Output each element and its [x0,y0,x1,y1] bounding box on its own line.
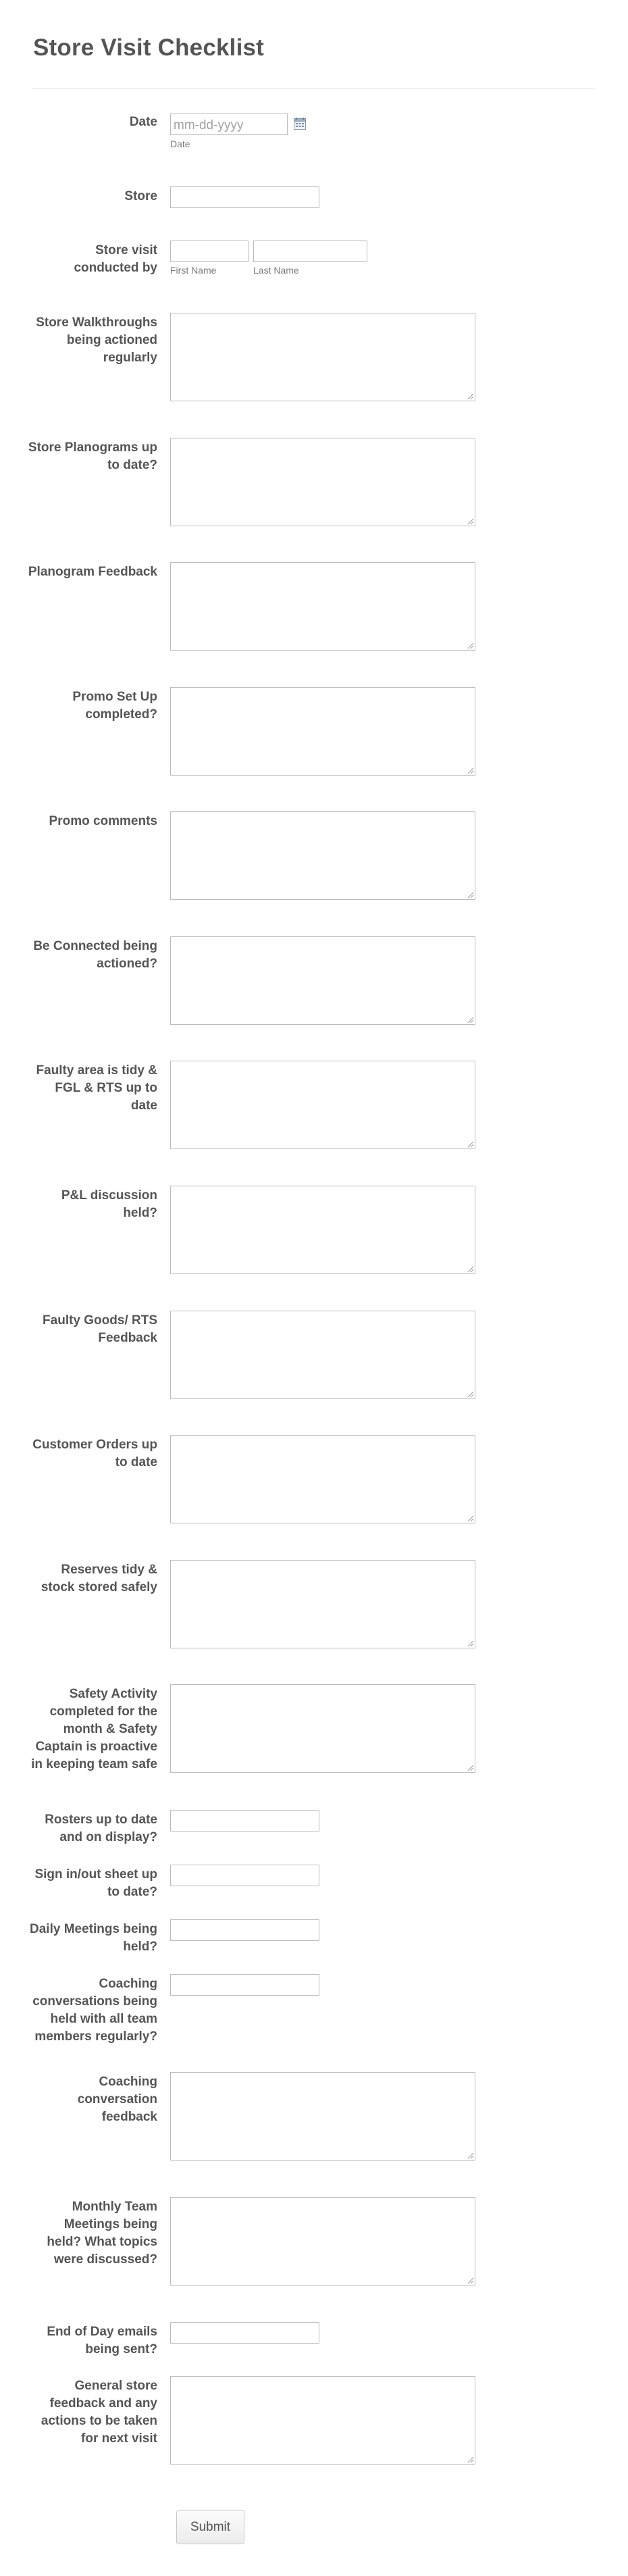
resize-handle-icon[interactable] [466,890,474,899]
end-of-day-emails-input[interactable] [170,2322,319,2344]
end-of-day-emails-label: End of Day emails being sent? [47,2325,157,2356]
date-input[interactable] [170,113,288,135]
resize-handle-icon[interactable] [466,1390,474,1398]
monthly-meetings-label: Monthly Team Meetings being held? What topics were discussed? [47,2200,157,2267]
planograms-textarea[interactable] [170,438,475,526]
header-divider [33,88,595,89]
promo-comments-label: Promo comments [49,814,157,828]
monthly-meetings-textarea[interactable] [170,2197,475,2285]
be-connected-textarea[interactable] [170,936,475,1025]
planogram-feedback-label: Planogram Feedback [28,565,157,579]
resize-handle-icon[interactable] [466,1763,474,1771]
resize-handle-icon[interactable] [466,1265,474,1273]
faulty-area-textarea[interactable] [170,1061,475,1149]
safety-activity-label: Safety Activity completed for the month & Safety Captain is proactive in keeping team safe [31,1687,157,1771]
sign-in-out-input[interactable] [170,1865,319,1886]
store-label: Store [124,189,157,203]
faulty-goods-textarea[interactable] [170,1311,475,1399]
resize-handle-icon[interactable] [466,1140,474,1148]
first-name-input[interactable] [170,241,248,262]
rosters-label: Rosters up to date and on display? [45,1813,157,1844]
resize-handle-icon[interactable] [466,1514,474,1522]
promo-comments-textarea[interactable] [170,811,475,900]
resize-handle-icon[interactable] [466,392,474,400]
reserves-label: Reserves tidy & stock stored safely [41,1563,157,1594]
resize-handle-icon[interactable] [466,2455,474,2463]
general-feedback-textarea[interactable] [170,2376,475,2465]
calendar-icon[interactable] [293,117,307,130]
be-connected-label: Be Connected being actioned? [33,939,157,971]
submit-button[interactable]: Submit [176,2510,244,2544]
resize-handle-icon[interactable] [466,641,474,649]
resize-handle-icon[interactable] [466,2151,474,2159]
pl-discussion-label: P&L discussion held? [61,1188,157,1220]
form-title: Store Visit Checklist [33,34,265,61]
store-walkthroughs-textarea[interactable] [170,313,475,401]
faulty-area-label: Faulty area is tidy & FGL & RTS up to date [36,1063,157,1113]
resize-handle-icon[interactable] [466,517,474,525]
store-input[interactable] [170,186,319,208]
resize-handle-icon[interactable] [466,1015,474,1024]
pl-discussion-textarea[interactable] [170,1186,475,1274]
last-name-input[interactable] [253,241,367,262]
last-name-sublabel: Last Name [253,265,299,276]
coaching-feedback-label: Coaching conversation feedback [77,2075,157,2124]
daily-meetings-input[interactable] [170,1919,319,1941]
resize-handle-icon[interactable] [466,1639,474,1647]
coaching-feedback-textarea[interactable] [170,2072,475,2161]
customer-orders-label: Customer Orders up to date [32,1438,157,1469]
general-feedback-label: General store feedback and any actions to be taken for next visit [41,2379,157,2446]
faulty-goods-label: Faulty Goods/ RTS Feedback [43,1313,157,1345]
planogram-feedback-textarea[interactable] [170,562,475,651]
sign-in-out-label: Sign in/out sheet up to date? [34,1867,157,1899]
daily-meetings-label: Daily Meetings being held? [30,1922,157,1954]
promo-setup-textarea[interactable] [170,687,475,776]
store-walkthroughs-label: Store Walkthroughs being actioned regularly [36,315,157,365]
date-label: Date [129,115,157,129]
conducted-by-label: Store visit conducted by [74,243,157,275]
resize-handle-icon[interactable] [466,2276,474,2284]
reserves-textarea[interactable] [170,1560,475,1648]
date-sublabel: Date [170,138,190,149]
customer-orders-textarea[interactable] [170,1435,475,1523]
coaching-conversations-input[interactable] [170,1974,319,1996]
coaching-conversations-label: Coaching conversations being held with all team members regularly? [32,1977,157,2044]
promo-setup-label: Promo Set Up completed? [72,690,157,722]
date-placeholder: mm-dd-yyyy [174,118,244,132]
rosters-input[interactable] [170,1810,319,1832]
resize-handle-icon[interactable] [466,766,474,774]
planograms-label: Store Planograms up to date? [28,440,157,472]
safety-activity-textarea[interactable] [170,1684,475,1773]
first-name-sublabel: First Name [170,265,217,276]
